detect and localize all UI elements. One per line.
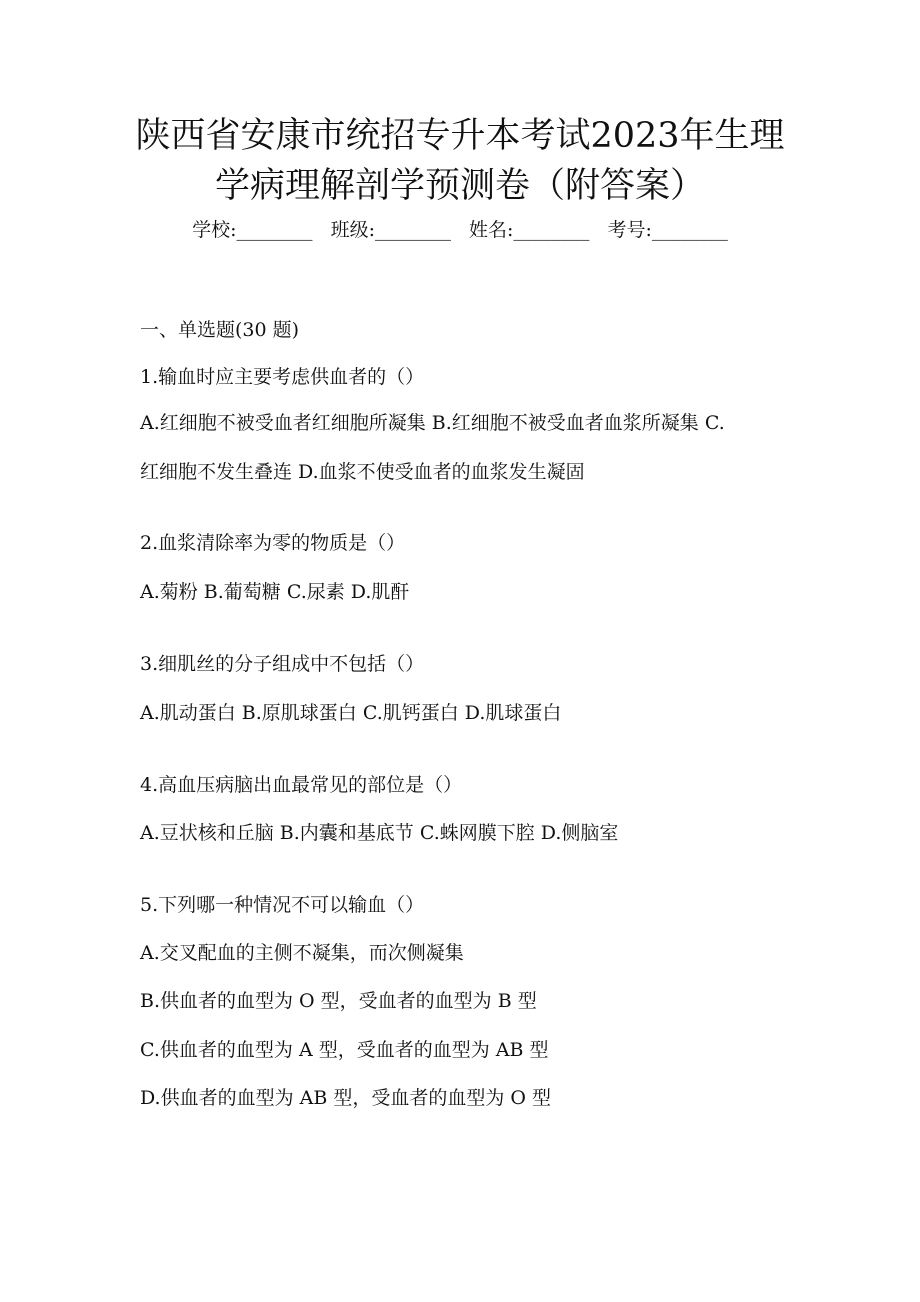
student-info-row — [100, 217, 820, 243]
question-stem: 3.细肌丝的分子组成中不包括（） — [140, 653, 425, 675]
document-title-line-1: 陕西省安康市统招专升本考试2023年生理 — [135, 116, 785, 156]
section-heading: 一、单选题(30 题) — [140, 319, 300, 341]
question-options: A.豆状核和丘脑 B.内囊和基底节 C.蛛网膜下腔 D.侧脑室 — [140, 822, 619, 844]
question-stem: 5.下列哪一种情况不可以输血（） — [140, 894, 425, 916]
document-title-line-2: 学病理解剖学预测卷（附答案） — [214, 166, 705, 206]
question-options: A.红细胞不被受血者红细胞所凝集 B.红细胞不被受血者血浆所凝集 C. — [140, 412, 725, 434]
question-options: 红细胞不发生叠连 D.血浆不使受血者的血浆发生凝固 — [140, 461, 585, 483]
question-option-c: C.供血者的血型为 A 型，受血者的血型为 AB 型 — [140, 1039, 549, 1061]
school-field: 学校:________ — [192, 219, 313, 241]
question-option-d: D.供血者的血型为 AB 型，受血者的血型为 O 型 — [140, 1087, 552, 1109]
question-options: A.肌动蛋白 B.原肌球蛋白 C.肌钙蛋白 D.肌球蛋白 — [140, 702, 562, 724]
question-options: A.菊粉 B.葡萄糖 C.尿素 D.肌酐 — [140, 581, 410, 603]
question-option-b: B.供血者的血型为 O 型，受血者的血型为 B 型 — [140, 990, 537, 1012]
question-stem: 1.输血时应主要考虑供血者的（） — [140, 366, 425, 388]
question-option-a: A.交叉配血的主侧不凝集，而次侧凝集 — [140, 942, 464, 964]
question-stem: 2.血浆清除率为零的物质是（） — [140, 532, 406, 554]
name-field: 姓名:________ — [469, 219, 590, 241]
exam-number-field: 考号:________ — [607, 219, 728, 241]
class-field: 班级:________ — [330, 219, 451, 241]
question-stem: 4.高血压病脑出血最常见的部位是（） — [140, 774, 463, 796]
